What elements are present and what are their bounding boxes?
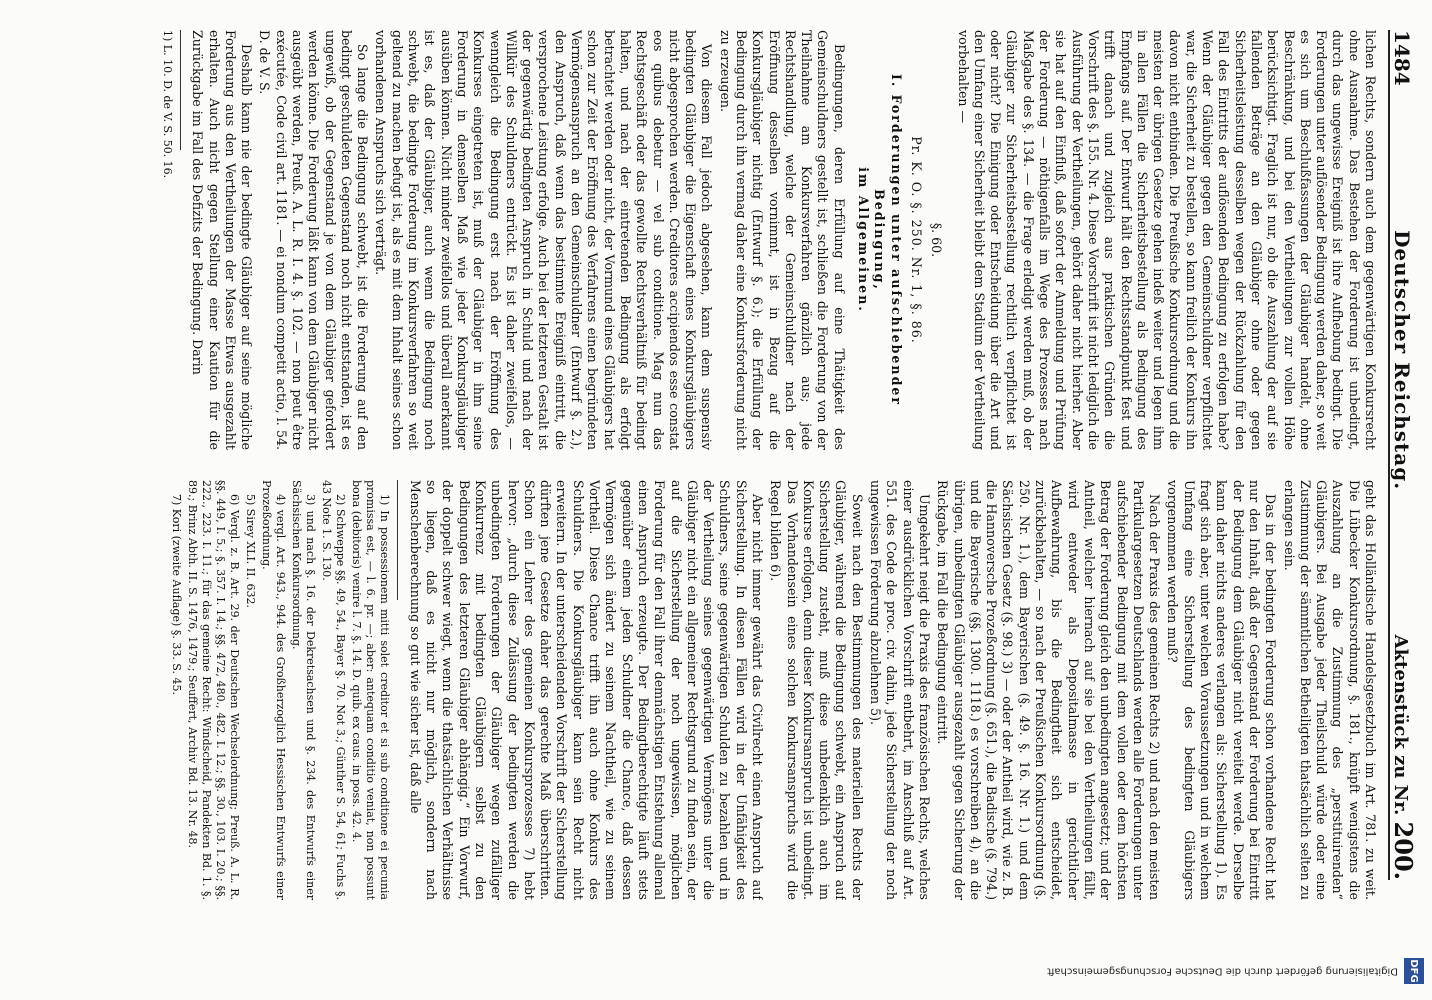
footnote: 5) Sirey XLI. II. 632. (244, 494, 258, 608)
footnote: 3) und nach §. 16. der Dekretsachsen und §. 234. des Entwurfs einer Sächsischen Konkursordnung. (290, 480, 318, 900)
right-column (26, 480, 1378, 900)
paragraph: Deshalb kann nie der bedingte Gläubiger auf seine mögliche Forderung aus den Vertheilungen der Masse Etwas ausgezahlt erhalten. Auch nicht gegen Stellung einer Kaution für die Zurückgabe im Fall des Defizits der Bedingung. Darin (190, 30, 255, 450)
collection-number: 200. (1389, 821, 1418, 880)
paragraph: Bedingungen, deren Erfüllung auf eine Thätigkeit des Gemeinschuldners gestellt ist, schließen die Forderung von der Theilnahme am Konkursverfahren gänzlich aus; jede Rechtshandlung, welche der Gemeinschuldner nach der Eröffnung desselben vornimmt, ist in Bezug auf die Konkursgläubiger nichtig (Entwurf §. 6.); die Erfüllung der Bedingung durch ihn vermag daher eine Konkursforderung nicht zu erzeugen. (717, 30, 847, 450)
section-title-line-2: im Allgemeinen. (856, 167, 872, 313)
paragraph: lichen Rechts, sondern auch dem gegenwärtigen Konkursrecht ohne Ausnahme. Das Bestehen der Forderung ist unbedingt, durch das ungewisse Ereigniß ist ihre Aufhebung bedingt. Die Forderungen unter auflösender Bedingung werden daher, so weit es sich um Beschlußfassungen der Gläubiger handelt, ohne Beschränkung, und bei den Vertheilungen zur vollen Höhe berücksichtigt. Fraglich ist nur, ob die Auszahlung der auf sie fallenden Beträge an den Gläubiger ohne oder gegen Sicherheitsleistung desselben wegen der Rückzahlung für den Fall des Eintritts der auflösenden Bedingung zu erfolgen habe? Wenn der Gläubiger gegen den Gemeinschuldner verpflichtet war, die Sicherheit zu bestellen, so kann freilich der Konkurs ihn davon nicht entbinden. Die Preußische Konkursordnung und die meisten der übrigen Gesetze gehen indeß weiter und legen ihm in allen Fällen die Sicherheitsbestellung als Bedingung des Empfangs auf. Der Entwurf hält den Rechtsstandpunkt fest und trifft danach und zugleich aus praktischen Gründen die Vorschrift des §. 155. Nr. 4. Diese Vorschrift ist nicht lediglich die Ausführung der Vertheilungen, gehört daher nicht hierher. Aber sie hat auf den Einfluß, daß sofort der Anmeldung und Prüfung der Forderung — nöthigenfalls im Wege des Prozesses nach Maßgabe des §. 134. — die Frage erledigt werden muß, ob der Gläubiger zur Sicherheitsbestellung rechtlich verpflichtet ist oder nicht? Die Einigung oder Entscheidung über die Art und den Umfang einer Sicherheit bleibt dem Stadium der Vertheilung vorbehalten — (955, 30, 1378, 450)
dfg-sidebar (0, 956, 1432, 986)
section-reference: Pr. K. O. §. 250. Nr. 1, §. 86. (908, 136, 924, 344)
paragraph: Umgekehrt neigt die Praxis des französischen Rechts, welches einer ausdrücklichen Vorschrift entbehrt, im Anschluß auf Art. 551. des Code de proc. civ. dahin, jede Sicherstellung der noch ungewissen Forderung abzulehnen 5). (868, 480, 932, 900)
paragraph: So lange die Bedingung schwebt, ist die Forderung auf den bedingt geschuldeten Gegenstand noch nicht entstanden, ist es ungewiß, ob der Gegenstand je von dem Gläubiger gefordert werden könne. Die Forderung läßt kann von dem Gläubiger nicht ausgeübt werden, Preuß. A. L. R. I. 4. §. 102. — non peut être exécutée, Code civil art. 1181. — ei nondum competit actio, l. 54. D. de V. S. (257, 30, 371, 450)
footnote: 2) Schweppe §§. 49, 54., Bayer §. 70. Not 3.; Günther S. 54, 61; Fuchs §. 43 Note 1. S. 130. (320, 480, 348, 900)
footnote: 7) Kori (zweite Auflage) §. 33. S. 45. (170, 494, 184, 695)
paragraph: Soweit nach den Bestimmungen des materiellen Rechts der Gläubiger, während die Bedingung schwebt, ein Anspruch auf Sicherstellung zusteht, muß diese unbedenklich auch im Konkurse erfolgen, denn dieser Konkursanspruch ist unbedingt. Das Vorhandensein eines solchen Konkursanspruchs wird die Regel bilden 6). (768, 480, 865, 900)
paragraph: Nach der Praxis des gemeinen Rechts 2) und nach den meisten Partikulargesetzen Deutschlands werden alle Forderungen unter aufschiebender Bedingung mit dem vollen oder dem höchsten Betrag der Forderung gleich den unbedingten angesetzt; und der Antheil, welcher hiernach auf sie bei den Vertheilungen fällt, wird entweder als Depositalmasse in gerichtlicher Aufbewahrung, bis die Bedingtheit sich entscheidet, zurückbehalten, — so nach der Preußischen Konkursordnung (§. 250. Nr. 1.), dem Bayerischen (§. 49. §. 16. Nr. 1.) und dem Sächsischen Gesetz (§. 98.) 3) — oder der Antheil wird, wie z. B. die Hannoversche Prozeßordnung (§. 651.), die Badische (§. 794.) und die Bayerische (§§. 1300. 1118.) es vorschreiben 4), an die übrigen, unbedingten Gläubiger ausgezahlt gegen Sicherung der Rückgabe, im Fall die Bedingung eintritt. (935, 480, 1163, 900)
left-column (26, 30, 1378, 450)
footnote: 6) Vergl. z. B. Art. 29. der Deutschen Wechselordnung; Preuß. A. L. R. §§. 449, I. 5.; §. 357. I. 14.; §§. 472, 480., 482. I. 12.; §§. 30., 103. I. 20.; §§. 222., 223. I. 11.; für das gemeine Recht: Windscheid, Pandekten Bd. 1. §. 89.; Brinz Abth. II. S. 1476, 1479.; Seuffert, Archiv Bd. 13. Nr. 48. (186, 480, 242, 900)
section-number: §. 60. (929, 222, 945, 258)
footnote-divider (397, 480, 398, 600)
paragraph: Aber nicht immer gewährt das Civilrecht einen Anspruch auf Sicherstellung. In diesen Fällen wird in der Unfähigkeit des Schuldners, seine gegenwärtigen Schulden zu bezahlen und in der Vertheilung seines gegenwärtigen Vermögens unter die Gläubiger nicht ein allgemeiner Rechtsgrund zu finden sein, der auf die Sicherstellung der noch ungewissen, möglichen Forderung für den Fall ihrer demnächstigen Entstehung allemal einen Anspruch erzeugte. Der Bedingtberechtigte läuft stets gegenüber einem jeden Schuldner die Chance, daß dessen Vermögen sich ändert zu seinem Nachtheil, wie zu seinem Vortheil. Diese Chance trifft ihn auch ohne Konkurs des Schuldners. Die Konkursgläubiger kann sein Recht nicht erweitern. In der unterscheidenden Vorschrift der Sicherstellung dürften jene Gesetze daher das gerechte Maß überschritten. Schon ein Lehrer des gemeinen Konkursprozesses 7) hebt hervor: „durch diese Zulässung der bedingten werden die unbedingten Forderungen der Gläubiger wegen zufälliger Konkurrenz mit bedingten Gläubigern selbst zu den Bedingungen des letzteren Gläubiger abhängig.“ Ein Vorwurf, der doppelt schwer wiegt, wenn die thatsächlichen Verhältnisse so liegen, daß es nicht nur möglich, sondern nach Menschenberechnung so gut wie sicher ist, daß alle (407, 480, 766, 900)
paragraph: geht das Holländische Handelsgesetzbuch im Art. 781. zu weit. Die Lübecker Konkursordnung, §. 181., knüpft wenigstens die Auszahlung an die Zustimmung des „perstituirenden“ Gläubigers. Bei Ausgabe jeder Theilschuld würde oder eine Zustimmung der sämmtlichen Betheiligten thatsächlich selten zu erlangen sein. (1281, 480, 1378, 900)
footnote: 4) vergl. Art. 943., 944. des Großherzoglich Hessischen Entwurfs einer Prozeßordnung. (260, 480, 288, 900)
footnote: 1) In possessionem mitti solet creditor et si sub conditione ei pecunia promissa est, — l. 6. pr. —; aber: antequam conditio veniat, non possunt bona (debitoris) venire l. 7. §. 14. D. quib. ex caus. in poss. 42. 4. (350, 480, 392, 900)
dfg-logo: DFG (1404, 958, 1424, 984)
page-number: 1484 (1390, 30, 1414, 86)
section-title (855, 30, 904, 450)
page-header (1388, 30, 1418, 880)
running-head: Deutscher Reichstag. (1390, 230, 1414, 491)
digitization-credit: Digitalisierung gefördert durch die Deutsche Forschungsgemeinschaft (1047, 965, 1398, 977)
collection-label (1389, 635, 1418, 880)
paragraph: Von diesem Fall jedoch abgesehen, kann dem suspensiv bedingten Gläubiger die Eigenschaft eines Konkursgläubigers nicht abgesprochen werden. Creditores accipiendos esse constat eos quibus debetur — vel sub conditione. Mag nun das Rechtsgeschäft oder das gewollte Rechtsverhältniß für bedingt halten, und nach der eintretenden Bedingung als erfolgt betrachtet werden oder nicht, der Vormund eines Gläubigers hat schon zur Zeit der Eröffnung des Verfahrens einen begründeten Vermögensanspruch an den Gemeinschuldner (Entwurf §. 2.), den Anspruch, daß wenn das bestimmte Ereigniß eintritt, die versprochene Leistung erfolge. Auch bei der letzteren Gestalt ist der gegenwärtig bedingten Anspruch in Schuld und nach der Willkür des Schuldners entrückt. Es ist daher zweifellos, — wenngleich die Bedingung erst nach der Eröffnung des Konkurses eingetreten ist, muß der Gläubiger in ihm seine Forderung in demselben Maß wie jeder Konkursgläubiger ausüben können. Nicht minder zweifellos und überall anerkannt ist es, daß der Gläubiger, auch wenn die Bedingung noch schwebt, die bedingte Forderung im Konkursverfahren so weit geltend zu machen befugt ist, als es mit dem Inhalt seines schon vorhandenen Anspruchs sich verträgt. (373, 30, 715, 450)
footnote: 1) L. 10. D. de V. S. 50. 16. (160, 30, 174, 179)
paragraph: Das in der bedingten Forderung schon vorhandene Recht hat nur den Inhalt, daß der Gegenstand der Forderung bei Eintritt der Bedingung dem Gläubiger nicht vereitelt werde. Derselbe kann daher nichts anderes verlangen als: Sicherstellung 1). Es fragt sich aber, unter welchen Voraussetzungen und in welchem Umfang eine Sicherstellung des bedingten Gläubigers vorgenommen werden muß? (1165, 480, 1279, 900)
footnote-divider (180, 30, 181, 150)
collection-prefix: Aktenstück zu Nr. (1390, 634, 1411, 816)
section-title-line-1: I. Forderungen unter aufschiebender Bedingung, (872, 73, 904, 407)
